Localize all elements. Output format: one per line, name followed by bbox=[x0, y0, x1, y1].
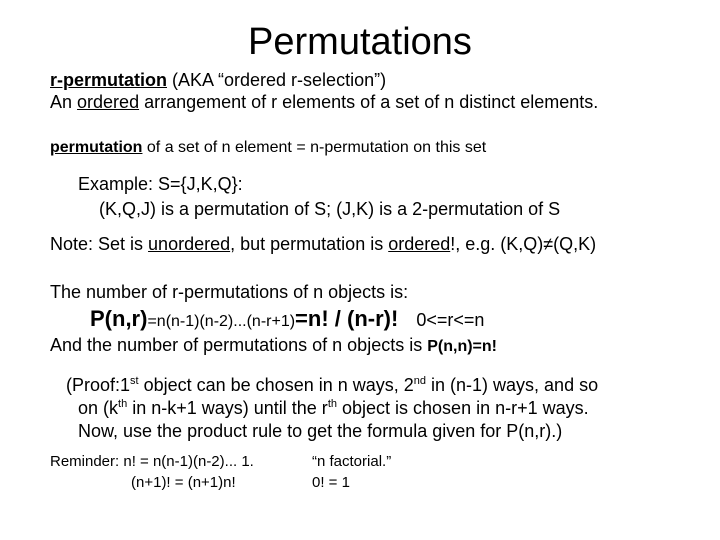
rperm-def-post: arrangement of r elements of a set of n distinct elements. bbox=[139, 92, 599, 112]
proof-line1 bbox=[66, 374, 598, 396]
proof-l1-sup2: nd bbox=[413, 375, 427, 387]
formula-expansion: =n(n-1)(n-2)...(n-r+1) bbox=[147, 313, 296, 330]
proof-l2-sup2: th bbox=[327, 398, 337, 410]
rperm-term: r-permutation bbox=[50, 70, 167, 90]
permutation-definition bbox=[50, 138, 486, 158]
ordered-note-underlined: ordered bbox=[388, 234, 451, 254]
proof-l2-c: object is chosen in n-r+1 ways. bbox=[337, 398, 589, 418]
formula-constraint: 0<=r<=n bbox=[416, 310, 485, 330]
unordered-underlined: unordered bbox=[148, 234, 231, 254]
proof-l2-b: in n-k+1 ways) until the r bbox=[127, 398, 328, 418]
proof-l1-b: object can be chosen in n ways, 2 bbox=[138, 375, 414, 395]
rperm-def-pre: An bbox=[50, 92, 78, 112]
permutation-formula bbox=[90, 305, 484, 336]
reminder-right1: “n factorial.” bbox=[312, 453, 392, 470]
proof-l2-a: on (k bbox=[78, 398, 119, 418]
note-post: !, e.g. (K,Q)≠(Q,K) bbox=[450, 234, 597, 254]
formula-result: =n! / (n-r)! bbox=[295, 306, 399, 331]
proof-l1-sup1: st bbox=[130, 375, 139, 387]
permutation-term: permutation bbox=[50, 139, 143, 156]
proof-l1-a: (Proof:1 bbox=[66, 375, 131, 395]
example-line1: Example: S={J,K,Q}: bbox=[78, 174, 243, 194]
note-line bbox=[50, 233, 596, 255]
permutation-def-rest: of a set of n element = n-permutation on this set bbox=[142, 139, 487, 156]
count-line1: The number of r-permutations of n objects is: bbox=[50, 282, 409, 302]
reminder-left2: (n+1)! = (n+1)n! bbox=[131, 474, 236, 491]
proof-l2-sup1: th bbox=[118, 398, 128, 410]
proof-line2 bbox=[78, 397, 589, 419]
formula-p-n-n: P(n,n)=n! bbox=[427, 338, 497, 355]
count-line3-text: And the number of permutations of n objects is bbox=[50, 335, 428, 355]
slide-title: Permutations bbox=[248, 21, 472, 63]
formula-p-n-r: P(n,r) bbox=[90, 306, 148, 331]
proof-line3: Now, use the product rule to get the formula given for P(n,r).) bbox=[78, 421, 563, 441]
rperm-definition-line1 bbox=[50, 69, 386, 91]
ordered-underlined: ordered bbox=[77, 92, 140, 112]
note-mid: , but permutation is bbox=[230, 234, 389, 254]
count-line3 bbox=[50, 334, 497, 357]
example-line2: (K,Q,J) is a permutation of S; (J,K) is a 2-permutation of S bbox=[99, 199, 561, 219]
rperm-definition-line2 bbox=[50, 91, 598, 113]
proof-l1-c: in (n-1) ways, and so bbox=[426, 375, 599, 395]
rperm-aka: (AKA “ordered r-selection”) bbox=[167, 70, 387, 90]
reminder-right2: 0! = 1 bbox=[312, 474, 350, 491]
note-pre: Note: Set is bbox=[50, 234, 149, 254]
reminder-left1: Reminder: n! = n(n-1)(n-2)... 1. bbox=[50, 453, 254, 470]
